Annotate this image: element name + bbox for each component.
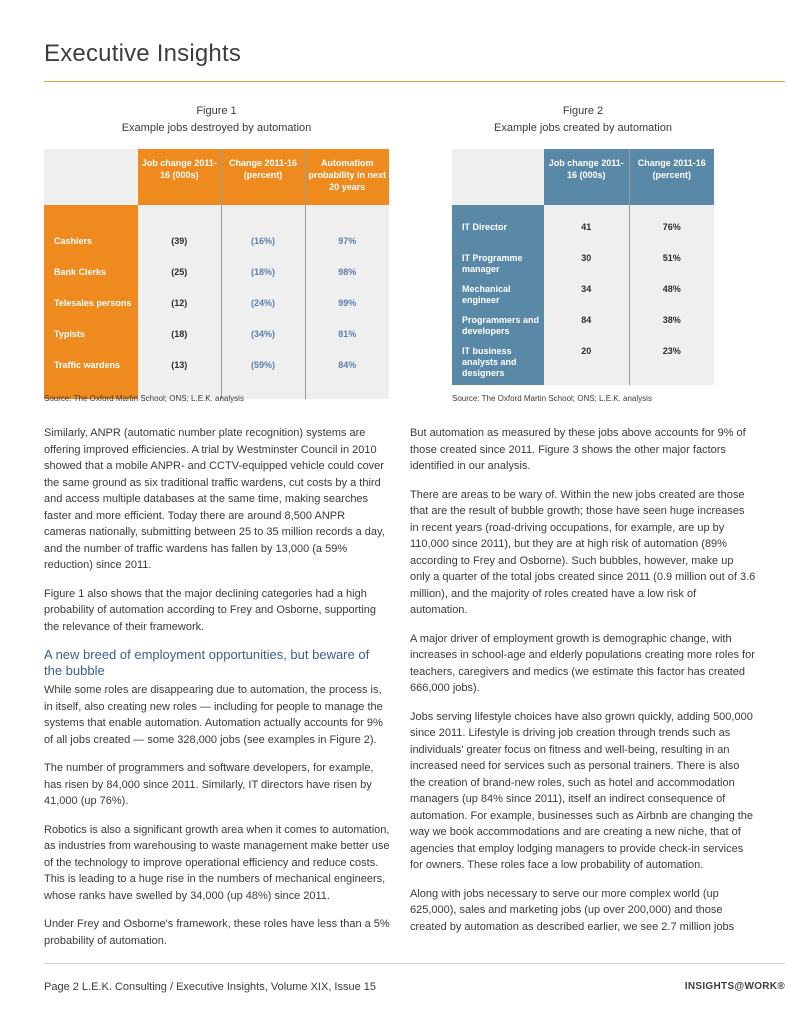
figure2-caption bbox=[452, 103, 714, 137]
table-header-blank bbox=[44, 149, 138, 205]
section-heading: A new breed of employment opportunities, but beware of the bubble bbox=[44, 647, 370, 678]
job-change-value: 34 bbox=[544, 275, 629, 306]
percent-change-value: 48% bbox=[629, 275, 714, 306]
page-title: Executive Insights bbox=[44, 40, 242, 67]
figure2-title: Example jobs created by automation bbox=[494, 122, 672, 134]
table-row bbox=[452, 275, 714, 306]
percent-change-value: 76% bbox=[629, 213, 714, 244]
figure2-number: Figure 2 bbox=[562, 105, 604, 117]
percent-change-value: (18%) bbox=[221, 258, 305, 289]
paragraph: While some roles are disappearing due to automation, the process is, in itself, also creating new roles — including for people to manage the systems that enable automation. Automation actually accounts for 9% of all jobs created — some 328,000 jobs (see examples in Figure 2). bbox=[44, 684, 383, 746]
table-row bbox=[452, 306, 714, 337]
paragraph: A major driver of employment growth is demographic change, with increases in school-age and elderly populations creating more roles for teachers, caregivers and medics (we estimate this factor has created 666,000 jobs). bbox=[410, 632, 755, 694]
percent-change-value: (16%) bbox=[221, 227, 305, 258]
row-label: Typists bbox=[44, 320, 138, 351]
table-header-blank bbox=[452, 149, 544, 205]
row-label: Programmers and developers bbox=[452, 306, 544, 337]
job-change-value: (13) bbox=[138, 351, 221, 399]
percent-change-value: 51% bbox=[629, 244, 714, 275]
figure2-source: Source: The Oxford Martin School; ONS; L.E.K. analysis bbox=[452, 394, 652, 403]
row-label: IT Programme manager bbox=[452, 244, 544, 275]
row-label: Traffic wardens bbox=[44, 351, 138, 399]
table-header-cell: Job change 2011-16 (000s) bbox=[138, 149, 221, 205]
figure1-number: Figure 1 bbox=[196, 105, 237, 117]
job-change-value: 30 bbox=[544, 244, 629, 275]
job-change-value: (18) bbox=[138, 320, 221, 351]
automation-probability-value: 99% bbox=[305, 289, 389, 320]
right-column bbox=[410, 425, 756, 947]
paragraph: There are areas to be wary of. Within the new jobs created are those that are the result of bubble growth; those have seen huge increases in recent years (road-driving occupations, for example, are up by 110,000 since 2011), but they are at high risk of automation (89% according to Frey and Osborne). Such bubbles, however, make up only a quarter of the total jobs created since 2011 (0.9 million out of 3.6 million), and the majority of roles created have a low risk of automation. bbox=[410, 488, 756, 616]
row-label: Cashiers bbox=[44, 227, 138, 258]
row-label: Telesales persons bbox=[44, 289, 138, 320]
paragraph: But automation as measured by these jobs above accounts for 9% of those created since 2011. Figure 3 shows the other major factors identified in our analysis. bbox=[410, 427, 746, 472]
job-change-value: (39) bbox=[138, 227, 221, 258]
paragraph: Robotics is also a significant growth area when it comes to automation, as industries from warehousing to waste management make better use of the technology to improve operational efficiency and reduce costs. This is leading to a huge rise in the numbers of mechanical engineers, whose ranks have swelled by 34,000 (up 48%) since 2011. bbox=[44, 823, 390, 902]
table-header-row bbox=[452, 149, 714, 205]
job-change-value: 41 bbox=[544, 213, 629, 244]
table-row bbox=[452, 244, 714, 275]
table-header-row bbox=[44, 149, 389, 205]
header-divider bbox=[44, 81, 785, 82]
job-change-value: (12) bbox=[138, 289, 221, 320]
figure1-caption bbox=[44, 103, 389, 137]
figure1-table bbox=[44, 149, 389, 399]
table-header-cell: Job change 2011-16 (000s) bbox=[544, 149, 629, 205]
automation-probability-value: 97% bbox=[305, 227, 389, 258]
table-row bbox=[44, 351, 389, 399]
table-header-cell: Change 2011-16 (percent) bbox=[629, 149, 714, 205]
table-header-cell: Change 2011-16 (percent) bbox=[221, 149, 305, 205]
automation-probability-value: 98% bbox=[305, 258, 389, 289]
job-change-value: 84 bbox=[544, 306, 629, 337]
paragraph: The number of programmers and software developers, for example, has risen by 84,000 since 2011. Similarly, IT directors have risen by 41,000 (up 76%). bbox=[44, 762, 374, 807]
table-row bbox=[44, 258, 389, 289]
automation-probability-value: 84% bbox=[305, 351, 389, 399]
table-row bbox=[452, 213, 714, 244]
percent-change-value: (34%) bbox=[221, 320, 305, 351]
table-row bbox=[44, 289, 389, 320]
percent-change-value: (59%) bbox=[221, 351, 305, 399]
job-change-value: (25) bbox=[138, 258, 221, 289]
percent-change-value: 23% bbox=[629, 337, 714, 385]
percent-change-value: 38% bbox=[629, 306, 714, 337]
row-label: IT business analysts and designers bbox=[452, 337, 544, 385]
figure1-title: Example jobs destroyed by automation bbox=[121, 122, 312, 134]
paragraph: Along with jobs necessary to serve our more complex world (up 625,000), sales and marketing jobs (up over 200,000) and those created by automation as described earlier, we see 2.7 million jobs bbox=[410, 887, 735, 933]
footer-divider bbox=[44, 963, 785, 964]
table-row bbox=[44, 320, 389, 351]
job-change-value: 20 bbox=[544, 337, 629, 385]
figure2-table bbox=[452, 149, 714, 385]
figure1-source: Source: The Oxford Martin School; ONS; L.E.K. analysis bbox=[44, 394, 244, 403]
left-column bbox=[44, 425, 390, 961]
row-label: Bank Clerks bbox=[44, 258, 138, 289]
paragraph: Jobs serving lifestyle choices have also grown quickly, adding 500,000 since 2011. Lifestyle is driving job creation through trends such as individuals' greater focus on fitness and well-being, resulting in an increased need for services such as personal trainers. There is also the creation of brand-new roles, such as hotel and accommodation managers (up 84% since 2011), itself an indirect consequence of automation. For example, businesses such as Airbnb are changing the way we book accommodations and are creating a new niche, that of agencies that employ lodging managers to provide check-in services for owners. These roles face a low probability of automation. bbox=[410, 710, 754, 871]
table-row bbox=[452, 337, 714, 385]
paragraph: Figure 1 also shows that the major declining categories had a high probability of automation according to Frey and Osborne, supporting the relevance of their framework. bbox=[44, 587, 377, 633]
table-header-cell: Automatiom probability in next 20 years bbox=[305, 149, 389, 205]
automation-probability-value: 81% bbox=[305, 320, 389, 351]
row-label: IT Director bbox=[452, 213, 544, 244]
paragraph: Similarly, ANPR (automatic number plate recognition) systems are offering improved efficiencies. A trial by Westminster Council in 2010 showed that a mobile ANPR- and CCTV-equipped vehicle could cover the same ground as six traditional traffic wardens, cut costs by a third and access multiple databases at the same time, making searches faster and more efficient. Today there are around 8,500 ANPR cameras nationally, submitting between 25 to 35 million records a day, and the number of traffic wardens has fallen by 13,000 (a 59% reduction) since 2011. bbox=[44, 427, 385, 571]
paragraph: Under Frey and Osborne's framework, these roles have less than a 5% probability of automation. bbox=[44, 918, 390, 947]
footer-page-info: Page 2 L.E.K. Consulting / Executive Insights, Volume XIX, Issue 15 bbox=[44, 981, 377, 993]
row-label: Mechanical engineer bbox=[452, 275, 544, 306]
table-row bbox=[44, 227, 389, 258]
footer-brand-logo: INSIGHTS@WORK® bbox=[684, 981, 785, 992]
percent-change-value: (24%) bbox=[221, 289, 305, 320]
